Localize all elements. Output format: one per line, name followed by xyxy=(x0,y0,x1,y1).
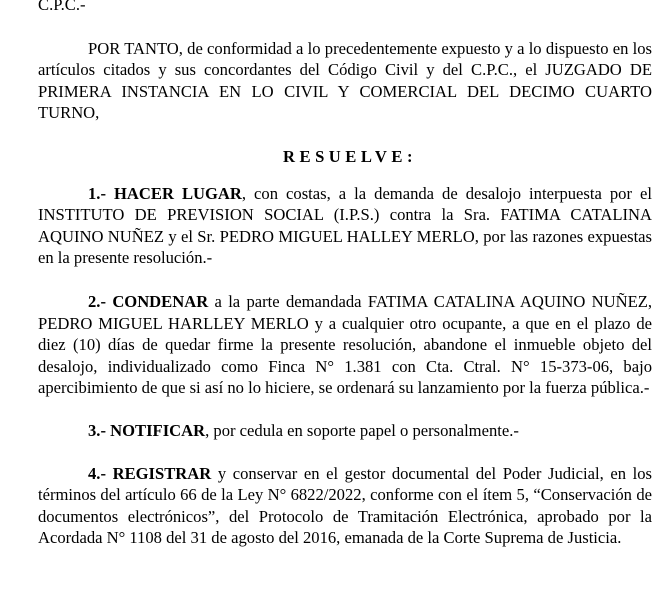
resolution-item-3 xyxy=(38,420,652,442)
item-number: 3.- xyxy=(88,420,106,440)
item-verb: CONDENAR xyxy=(112,291,209,311)
resuelve-heading: RESUELVE: xyxy=(283,146,417,166)
item-number: 1.- xyxy=(88,183,106,203)
item-text: , con costas, a la demanda de desalojo interpuesta por el INSTITUTO DE PREVISION SOCIAL (I.P.S.) contra la Sra. FATIMA CATALINA AQUINO NUÑEZ y el Sr. PEDRO MIGUEL HALLEY MERLO, por las razones expuestas en la presente resolución.- xyxy=(38,183,652,268)
item-verb: HACER LUGAR xyxy=(114,183,242,203)
item-text: y conservar en el gestor documental del Poder Judicial, en los términos del artículo 66 de la Ley N° 6822/2022, conforme con el ítem 5, “Conservación de documentos electrónicos”, del Protocolo de Tramitación Electrónica, aprobado por la Acordada N° 1108 del 31 de agosto del 2016, emanada de la Corte Suprema de Justicia. xyxy=(38,463,652,548)
resolution-item-2 xyxy=(38,291,652,399)
por-tanto-paragraph: POR TANTO, de conformidad a lo precedentemente expuesto y a lo dispuesto en los artículos citados y sus concordantes del Código Civil y del C.P.C., el JUZGADO DE PRIMERA INSTANCIA EN LO CIVIL Y COMERCIAL DEL DECIMO CUARTO TURNO, xyxy=(38,38,652,123)
resolution-item-1 xyxy=(38,183,652,269)
item-text: , por cedula en soporte papel o personalmente.- xyxy=(205,420,519,440)
document-page xyxy=(38,0,652,549)
item-verb: NOTIFICAR xyxy=(110,420,206,440)
cpc-line: C.P.C.- xyxy=(38,0,86,14)
item-text: a la parte demandada FATIMA CATALINA AQUINO NUÑEZ, PEDRO MIGUEL HARLLEY MERLO y a cualquier otro ocupante, a que en el plazo de diez (10) días de quedar firme la presente resolución, abandone el inmueble objeto del desalojo, individualizado como Finca N° 1.381 con Cta. Ctral. N° 15-373-06, bajo apercibimiento de que si así no lo hiciere, se ordenará su lanzamiento por la fuerza pública.- xyxy=(38,291,653,398)
item-verb: REGISTRAR xyxy=(112,463,212,483)
resolution-item-4 xyxy=(38,463,652,549)
item-number: 2.- xyxy=(88,291,106,311)
item-number: 4.- xyxy=(88,463,106,483)
